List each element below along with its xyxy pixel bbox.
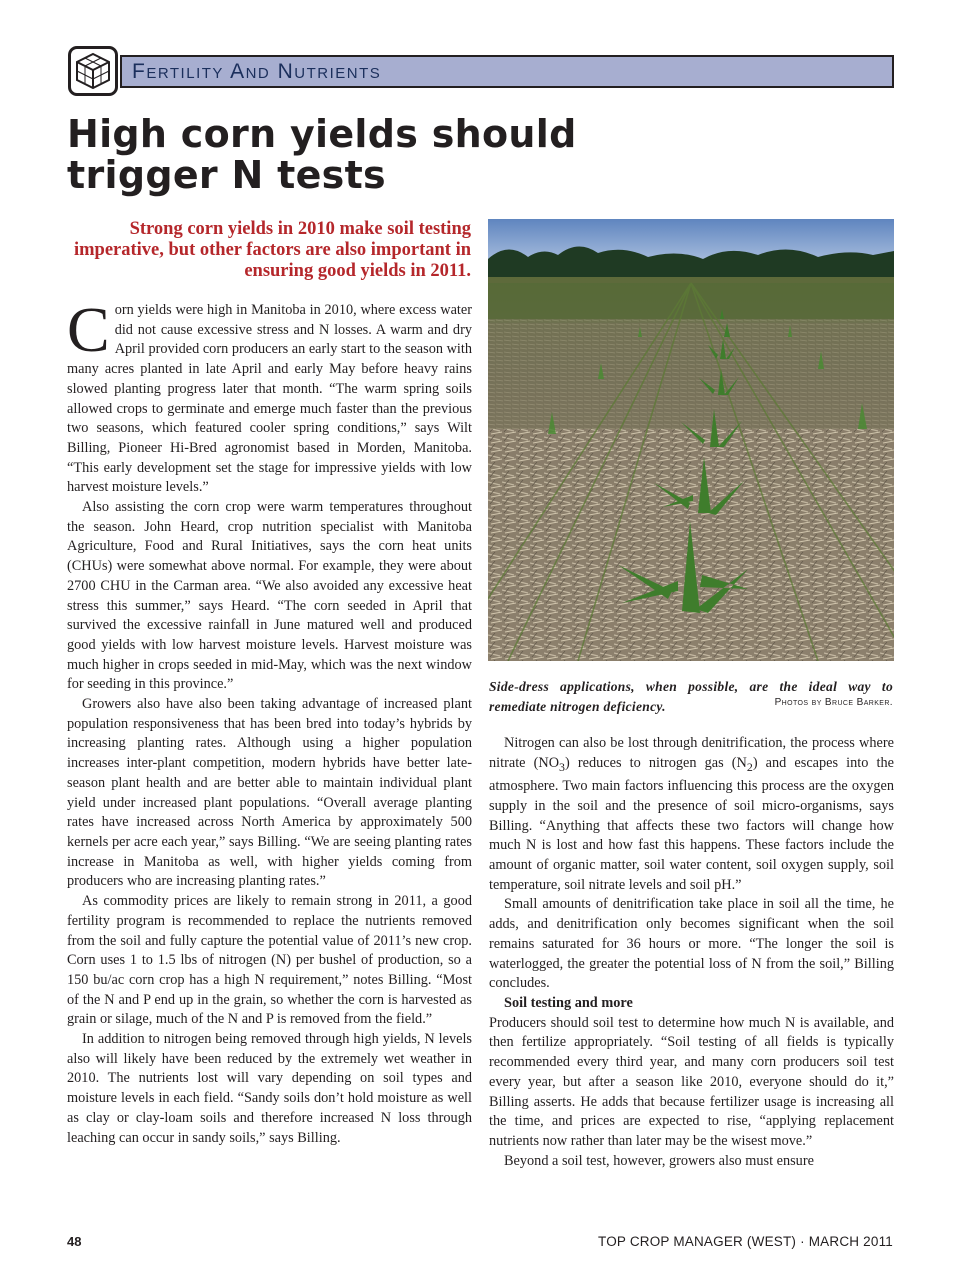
subscript: 2 [746,759,753,774]
subscript: 3 [559,759,565,774]
article-column-left [67,294,473,1148]
photo-caption: Side-dress applications, when possible, are the ideal way to remediate nitrogen deficiency. [489,679,893,714]
drop-cap: C [67,294,110,365]
article-deck: Strong corn yields in 2010 make soil testing imperative, but other factors are also important in ensuring good yields in 2011. [73,219,471,281]
page-number: 48 [67,1234,82,1249]
photo-credit: Photos by Bruce Barker. [774,697,893,708]
paragraph-text: orn yields were high in Manitoba in 2010, where excess water did not cause excessive stress and N losses. A warm and dry April provided corn producers an early start to the season with many acres planted in late April and early May before heavy rains slowed planting progress later that month. “The warm spring soils allowed crops to germinate and emerge much faster than the previous two seasons, which featured cooler spring conditions,” says Wilt Billing, Pioneer Hi-Bred agronomist based in Morden, Manitoba. “This early development set the stage for impressive yields with low harvest moisture levels.” [67,302,473,496]
publication-footer: TOP CROP MANAGER (WEST) · MARCH 2011 [598,1234,893,1249]
body-paragraph: Small amounts of denitrification take place in soil all the time, he adds, and denitrification only becomes significant when the soil remains saturated for 36 hours or more. “The longer the soil is waterlogged, the greater the potential loss of N from the soil,” Billing concludes. [489,896,894,992]
body-paragraph: In addition to nitrogen being removed through high yields, N levels also will likely have been reduced by the extremely wet weather in 2010. The nutrients lost will vary depending on soil types and moisture levels in each field. “Sandy soils don’t hold moisture as well as clay or clay-loam soils and therefore increased N loss through leaching can occur in sandy soils,” says Billing. [67,1031,472,1146]
body-paragraph [67,294,473,498]
corn-field-photo [488,219,894,661]
paragraph-text: ) reduces to nitrogen gas (N [565,754,747,771]
body-paragraph: As commodity prices are likely to remain strong in 2011, a good fertility program is recommended to replace the nutrients removed from the soil and fully capture the potential value of 2011’s new crop. Corn uses 1 to 1.5 lbs of nitrogen (N) per bushel of production, so a 150 bu/ac corn crop has a high N requirement,” notes Billing. “Most of the N and P end up in the grain, so whether the corn is harvested as grain or silage, much of the N and P is removed from the field.” [67,893,472,1028]
cube-blocks-icon [73,51,113,91]
section-subhead: Soil testing and more [504,995,633,1011]
body-paragraph: Producers should soil test to determine how much N is available, and then fertilize appropriately. “Soil testing of all fields is typically recommended every third year, and many corn producers soil test every year, but after a season like 2010, everyone should do it,” Billing asserts. He adds that because fertilizer usage is increasing all the time, and prices are expected to rise, “applying replacement nutrients now rather than later may be the wisest move.” [489,1014,894,1149]
article-column-right [489,734,894,1171]
section-title: Fertility And Nutrients [132,59,382,83]
section-header-bar [120,55,894,88]
headline-line-2: trigger N tests [67,153,386,197]
body-paragraph: Beyond a soil test, however, growers also must ensure [504,1152,814,1169]
body-paragraph [489,734,894,895]
paragraph-text: Nitrogen can also be lost through denitrification, the process where nitrate (NO [489,735,894,771]
section-logo-icon [68,46,118,96]
headline-line-1: High corn yields should [67,112,577,156]
body-paragraph: Growers also have also been taking advantage of increased plant population responsiveness that has been bred into today’s hybrids by increasing planting rates. Although using a higher population increases inter-plant competition, modern hybrids have better late-season plant health and are better able to maintain individual plant yield under increased plant populations. “Overall average planting rates have increased across North America by approximately 500 kernels per acre each year,” says Billing. “We are seeing planting rates increase in Manitoba as well, with higher yields coming from producers who are increasing planting rates.” [67,696,472,890]
paragraph-text: ) and escapes into the atmosphere. Two main factors influencing this process are the oxygen supply in the soil and the presence of soil micro-organisms, says Billing. “Anything that affects these two factors will change how much N is lost and how fast this happens. These factors include the amount of organic matter, soil water content, soil oxygen supply, soil temperature, soil nitrate levels and soil pH.” [489,754,894,893]
body-paragraph: Also assisting the corn crop were warm temperatures throughout the season. John Heard, crop nutrition specialist with Manitoba Agriculture, Food and Rural Initiatives, says the corn heat units (CHUs) were somewhat above normal. For example, they were about 2700 CHU in the Carman area. “We also avoided any excessive heat stress this summer,” says Heard. “The corn seeded in April that survived the excessive rainfall in June matured well and produced good yields with low harvest moisture levels. Harvest moisture was much higher in crops seeded in mid-May, which was the next window for seeding in this province.” [67,499,472,693]
article-headline [67,114,667,196]
